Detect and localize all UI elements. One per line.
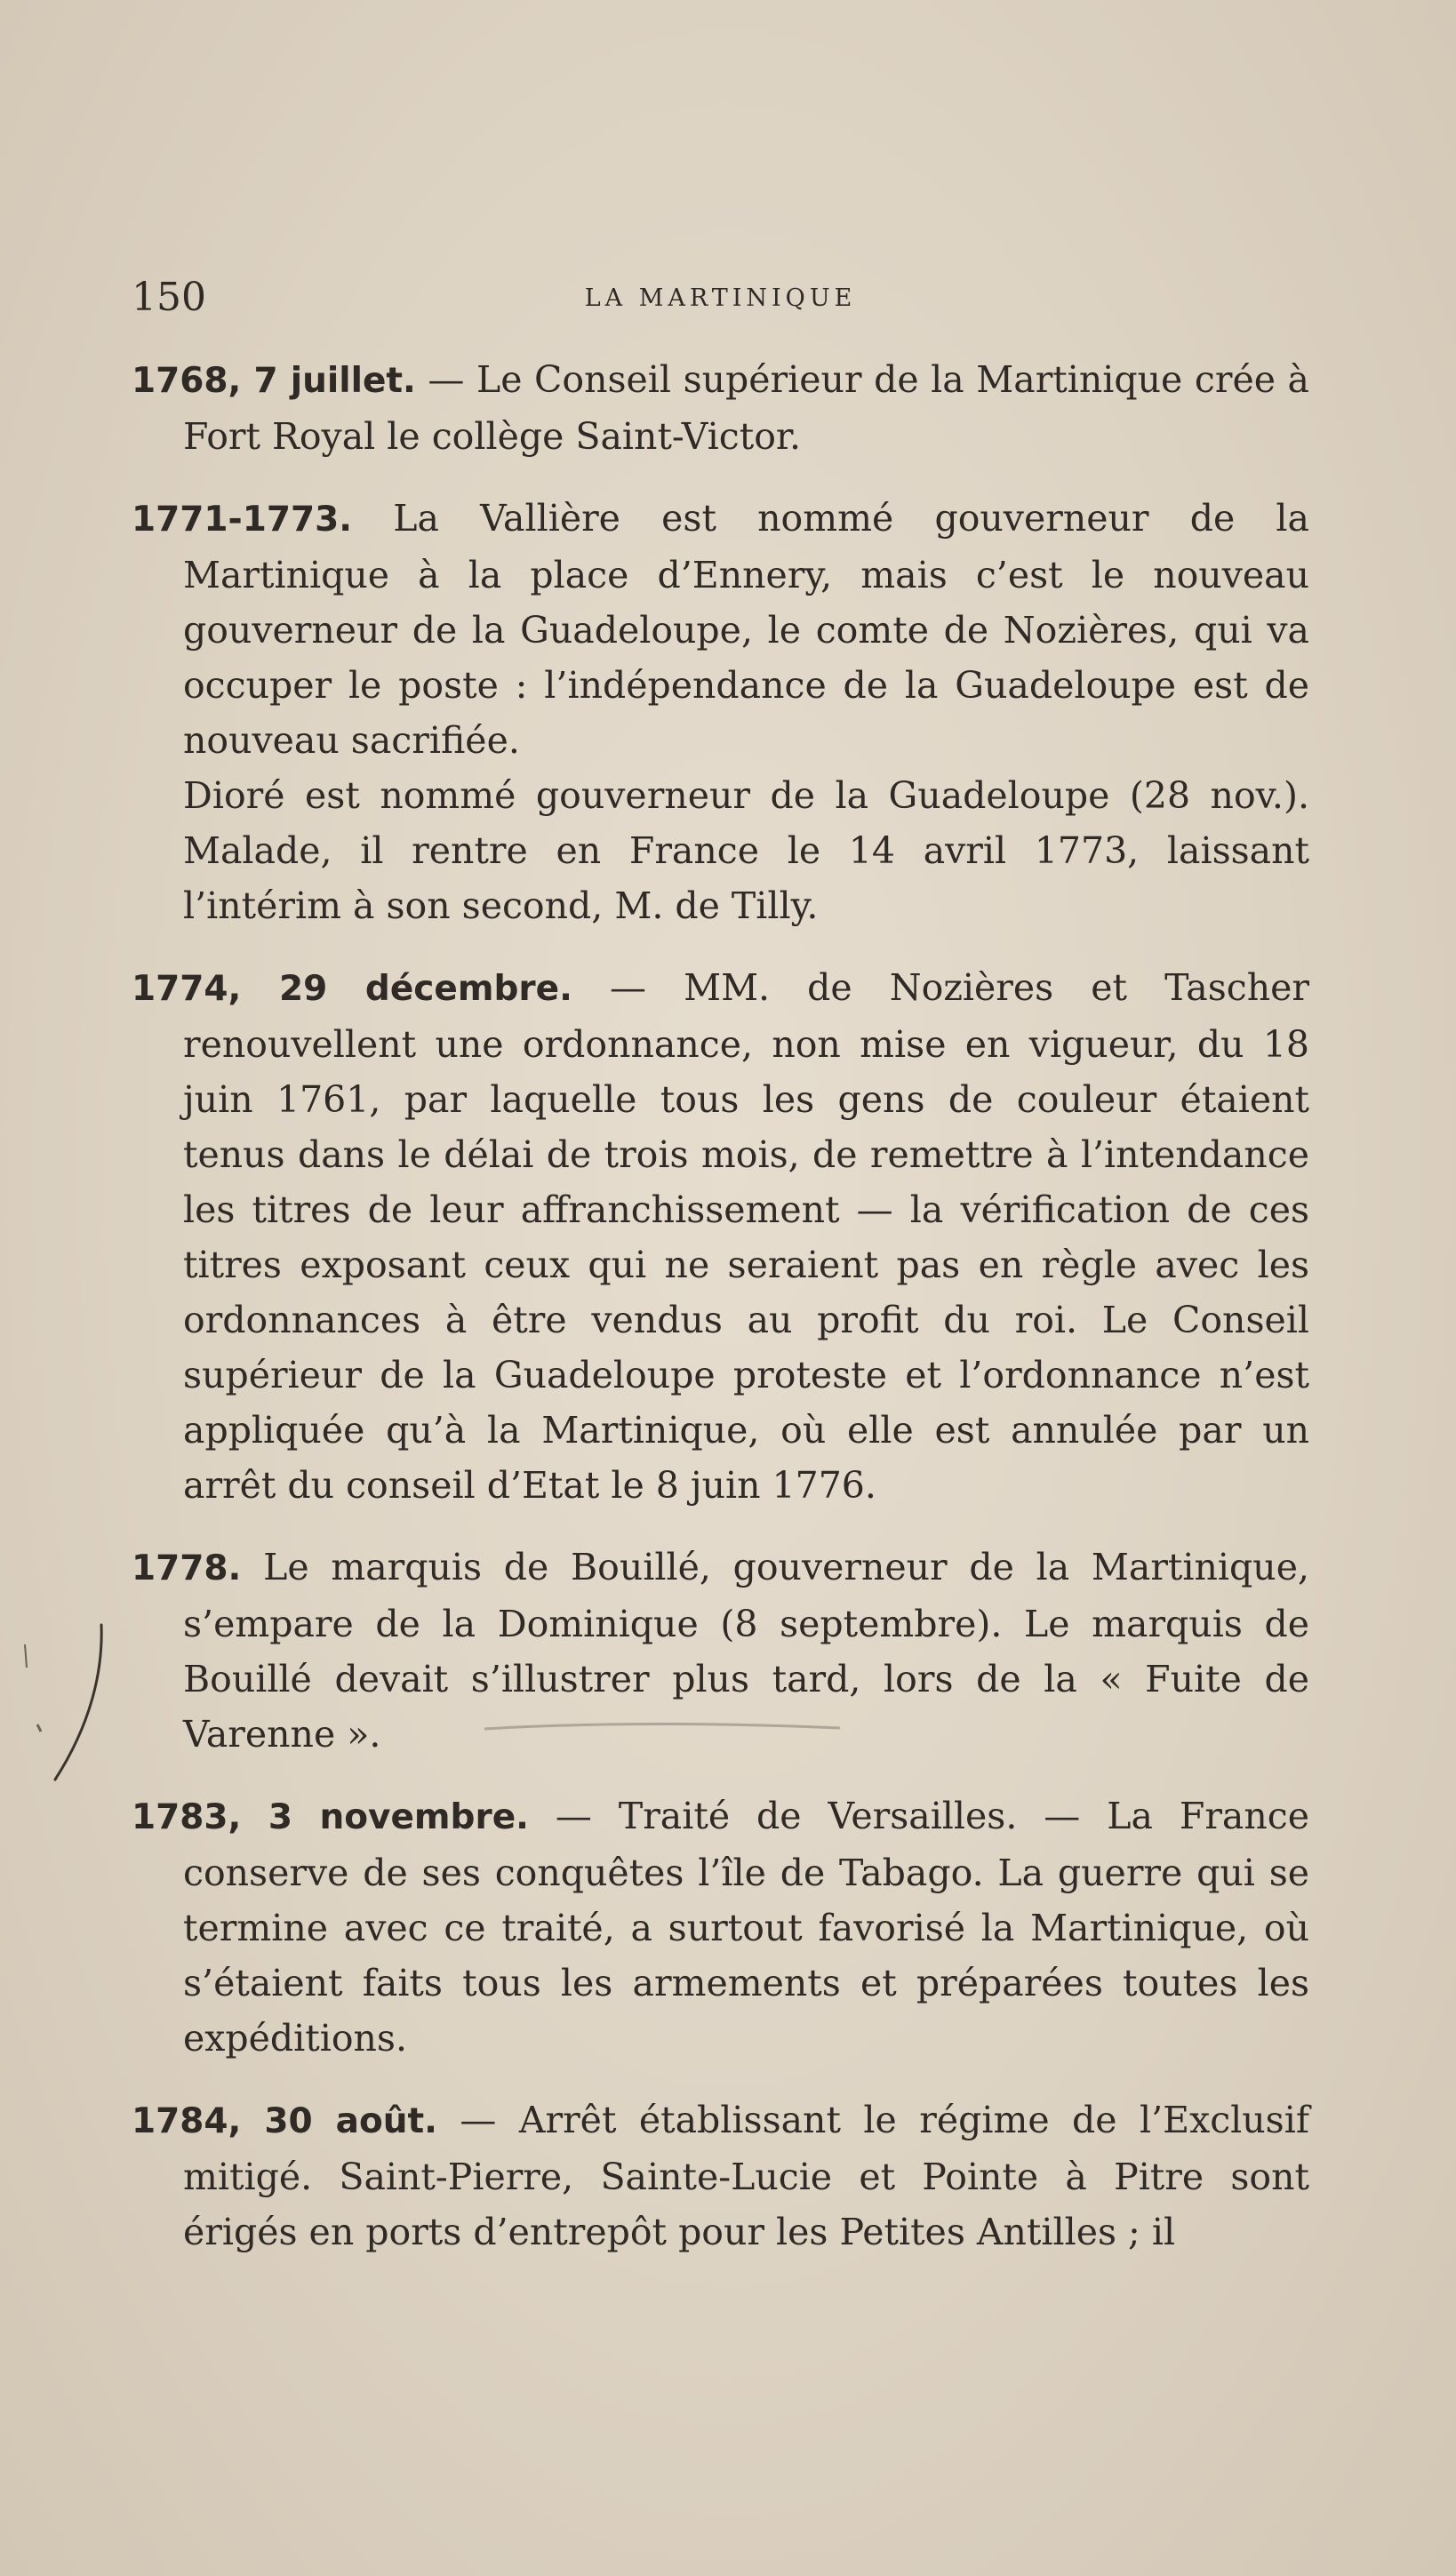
page-content: [132, 267, 1309, 2286]
chronology-entry: [132, 1788, 1309, 2066]
chronology-entry: [132, 1540, 1309, 1762]
entry-date: 1784, 30 août.: [132, 2101, 437, 2141]
entry-date: 1774, 29 décembre.: [132, 969, 572, 1009]
entry-text: La Vallière est nommé gouverneur de la Martinique à la place d’Ennery, mais c’est le nouveau gouverneur de la Guadeloupe, le comte de Nozières, qui va occuper le poste : l’indépendance de la Guadeloupe est de nouveau sacrifiée.: [183, 497, 1309, 762]
page-number: 150: [132, 275, 206, 320]
entry-text: — Arrêt établissant le régime de l’Exclusif mitigé. Saint-Pierre, Sainte-Lucie et Pointe à Pitre sont érigés en ports d’entrepôt pour les Petites Antilles ; il: [183, 2099, 1310, 2253]
chronology-entry: [132, 491, 1309, 768]
page-header: [132, 267, 1309, 329]
chronology-entry: [132, 2092, 1309, 2260]
running-head: LA MARTINIQUE: [584, 284, 857, 312]
pencil-margin-mark: [20, 1618, 108, 1787]
entry-date: 1771-1773.: [132, 500, 353, 540]
chronology-entry: [132, 960, 1309, 1513]
entry-date: 1783, 3 novembre.: [132, 1797, 529, 1837]
entry-text: — Traité de Versailles. — La France conserve de ses conquêtes l’île de Tabago. La guerre qui se termine avec ce traité, a surtout favorisé la Martinique, où s’étaient faits tous les armements et préparées toutes les expéditions.: [183, 1795, 1309, 2060]
entry-text: — MM. de Nozières et Tascher renouvellent une ordonnance, non mise en vigueur, du 18 juin 1761, par laquelle tous les gens de couleur étaient tenus dans le délai de trois mois, de remettre à l’intendance les titres de leur affranchissement — la vérification de ces titres exposant ceux qui ne seraient pas en règle avec les ordonnances à être vendus au profit du roi. Le Conseil supérieur de la Guadeloupe proteste et l’ordonnance n’est appliquée qu’à la Martinique, où elle est annulée par un arrêt du conseil d’Etat le 8 juin 1776.: [183, 966, 1310, 1507]
chronology-entry: [132, 352, 1309, 464]
entry-continuation: Dioré est nommé gouverneur de la Guadeloupe (28 nov.). Malade, il rentre en France le 14 avril 1773, laissant l’intérim à son second, M. de Tilly.: [183, 774, 1309, 927]
entry-date: 1778.: [132, 1548, 242, 1588]
entry-date: 1768, 7 juillet.: [132, 361, 416, 401]
entry-text: — Le Conseil supérieur de la Martinique crée à Fort Royal le collège Saint-Victor.: [183, 358, 1309, 458]
entry-text: Le marquis de Bouillé, gouverneur de la Martinique, s’empare de la Dominique (8 septembre). Le marquis de Bouillé devait s’illustrer plus tard, lors de la « Fuite de Varenne ».: [183, 1546, 1309, 1756]
